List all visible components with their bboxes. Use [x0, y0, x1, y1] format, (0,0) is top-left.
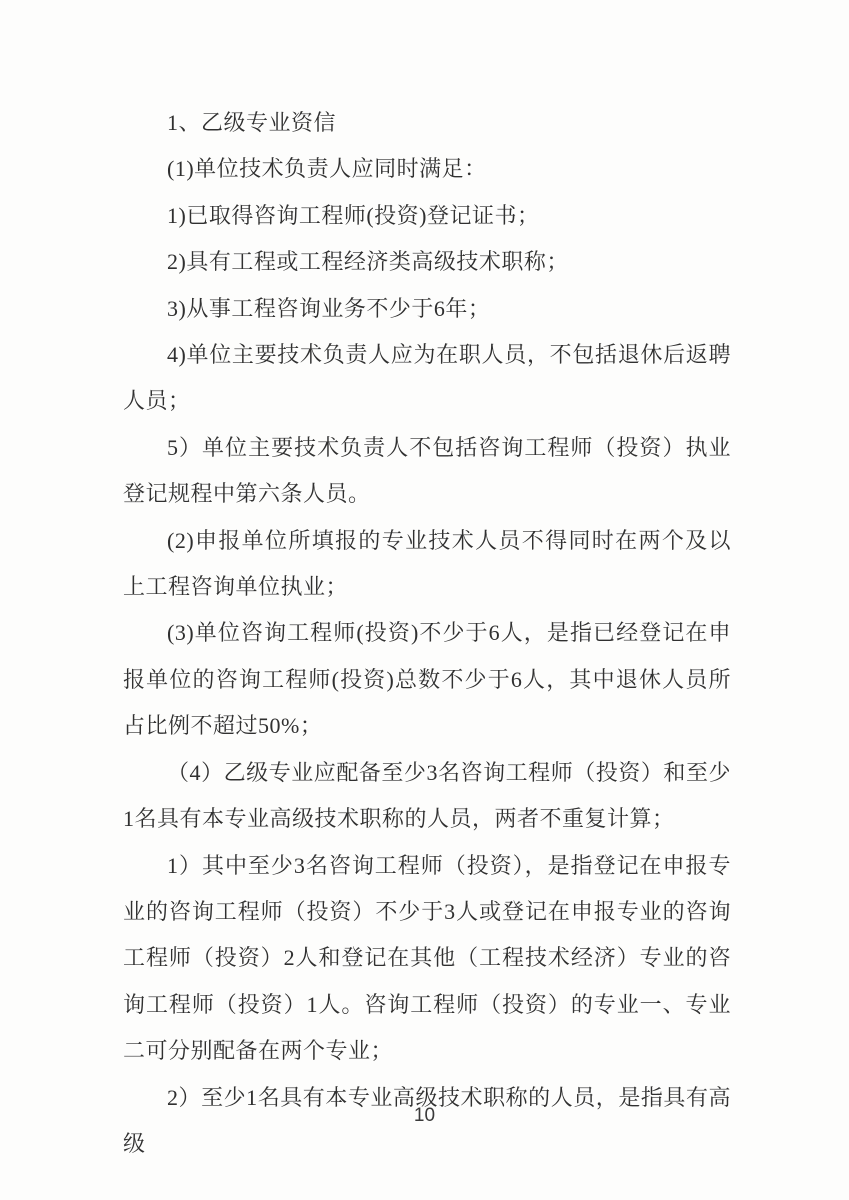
paragraph-clause-3: (3)单位咨询工程师(投资)不少于6人，是指已经登记在申报单位的咨询工程师(投资)总数不少于6人，其中退休人员所占比例不超过50%；	[123, 620, 731, 739]
paragraph-item-4: 4)单位主要技术负责人应为在职人员，不包括退休后返聘人员；	[123, 342, 731, 414]
paragraph-clause-4-item-1: 1）其中至少3名咨询工程师（投资），是指登记在申报专业的咨询工程师（投资）不少于3人或登记在申报专业的咨询工程师（投资）2人和登记在其他（工程技术经济）专业的咨询工程师（投资）1人。咨询工程师（投资）的专业一、专业二可分别配备在两个专业；	[123, 852, 731, 1064]
section-heading: 1、乙级专业资信	[167, 110, 337, 135]
paragraph-clause-4-item-2: 2）至少1名具有本专业高级技术职称的人员，是指具有高级	[123, 1084, 731, 1156]
document-body	[123, 100, 731, 1167]
paragraph-clause-4: （4）乙级专业应配备至少3名咨询工程师（投资）和至少1名具有本专业高级技术职称的人员，两者不重复计算；	[123, 759, 731, 832]
paragraph-clause-2: (2)申报单位所填报的专业技术人员不得同时在两个及以上工程咨询单位执业；	[123, 527, 731, 600]
paragraph-item-2: 2)具有工程或工程经济类高级技术职称；	[167, 249, 569, 275]
paragraph-item-1: 1)已取得咨询工程师(投资)登记证书；	[167, 202, 540, 228]
paragraph-item-5: 5）单位主要技术负责人不包括咨询工程师（投资）执业登记规程中第六条人员。	[123, 434, 731, 507]
paragraph-item-3: 3)从事工程咨询业务不少于6年；	[167, 295, 491, 321]
page-number: 10	[413, 1105, 436, 1126]
paragraph-unit-tech-lead-intro: (1)单位技术负责人应同时满足：	[167, 156, 487, 182]
